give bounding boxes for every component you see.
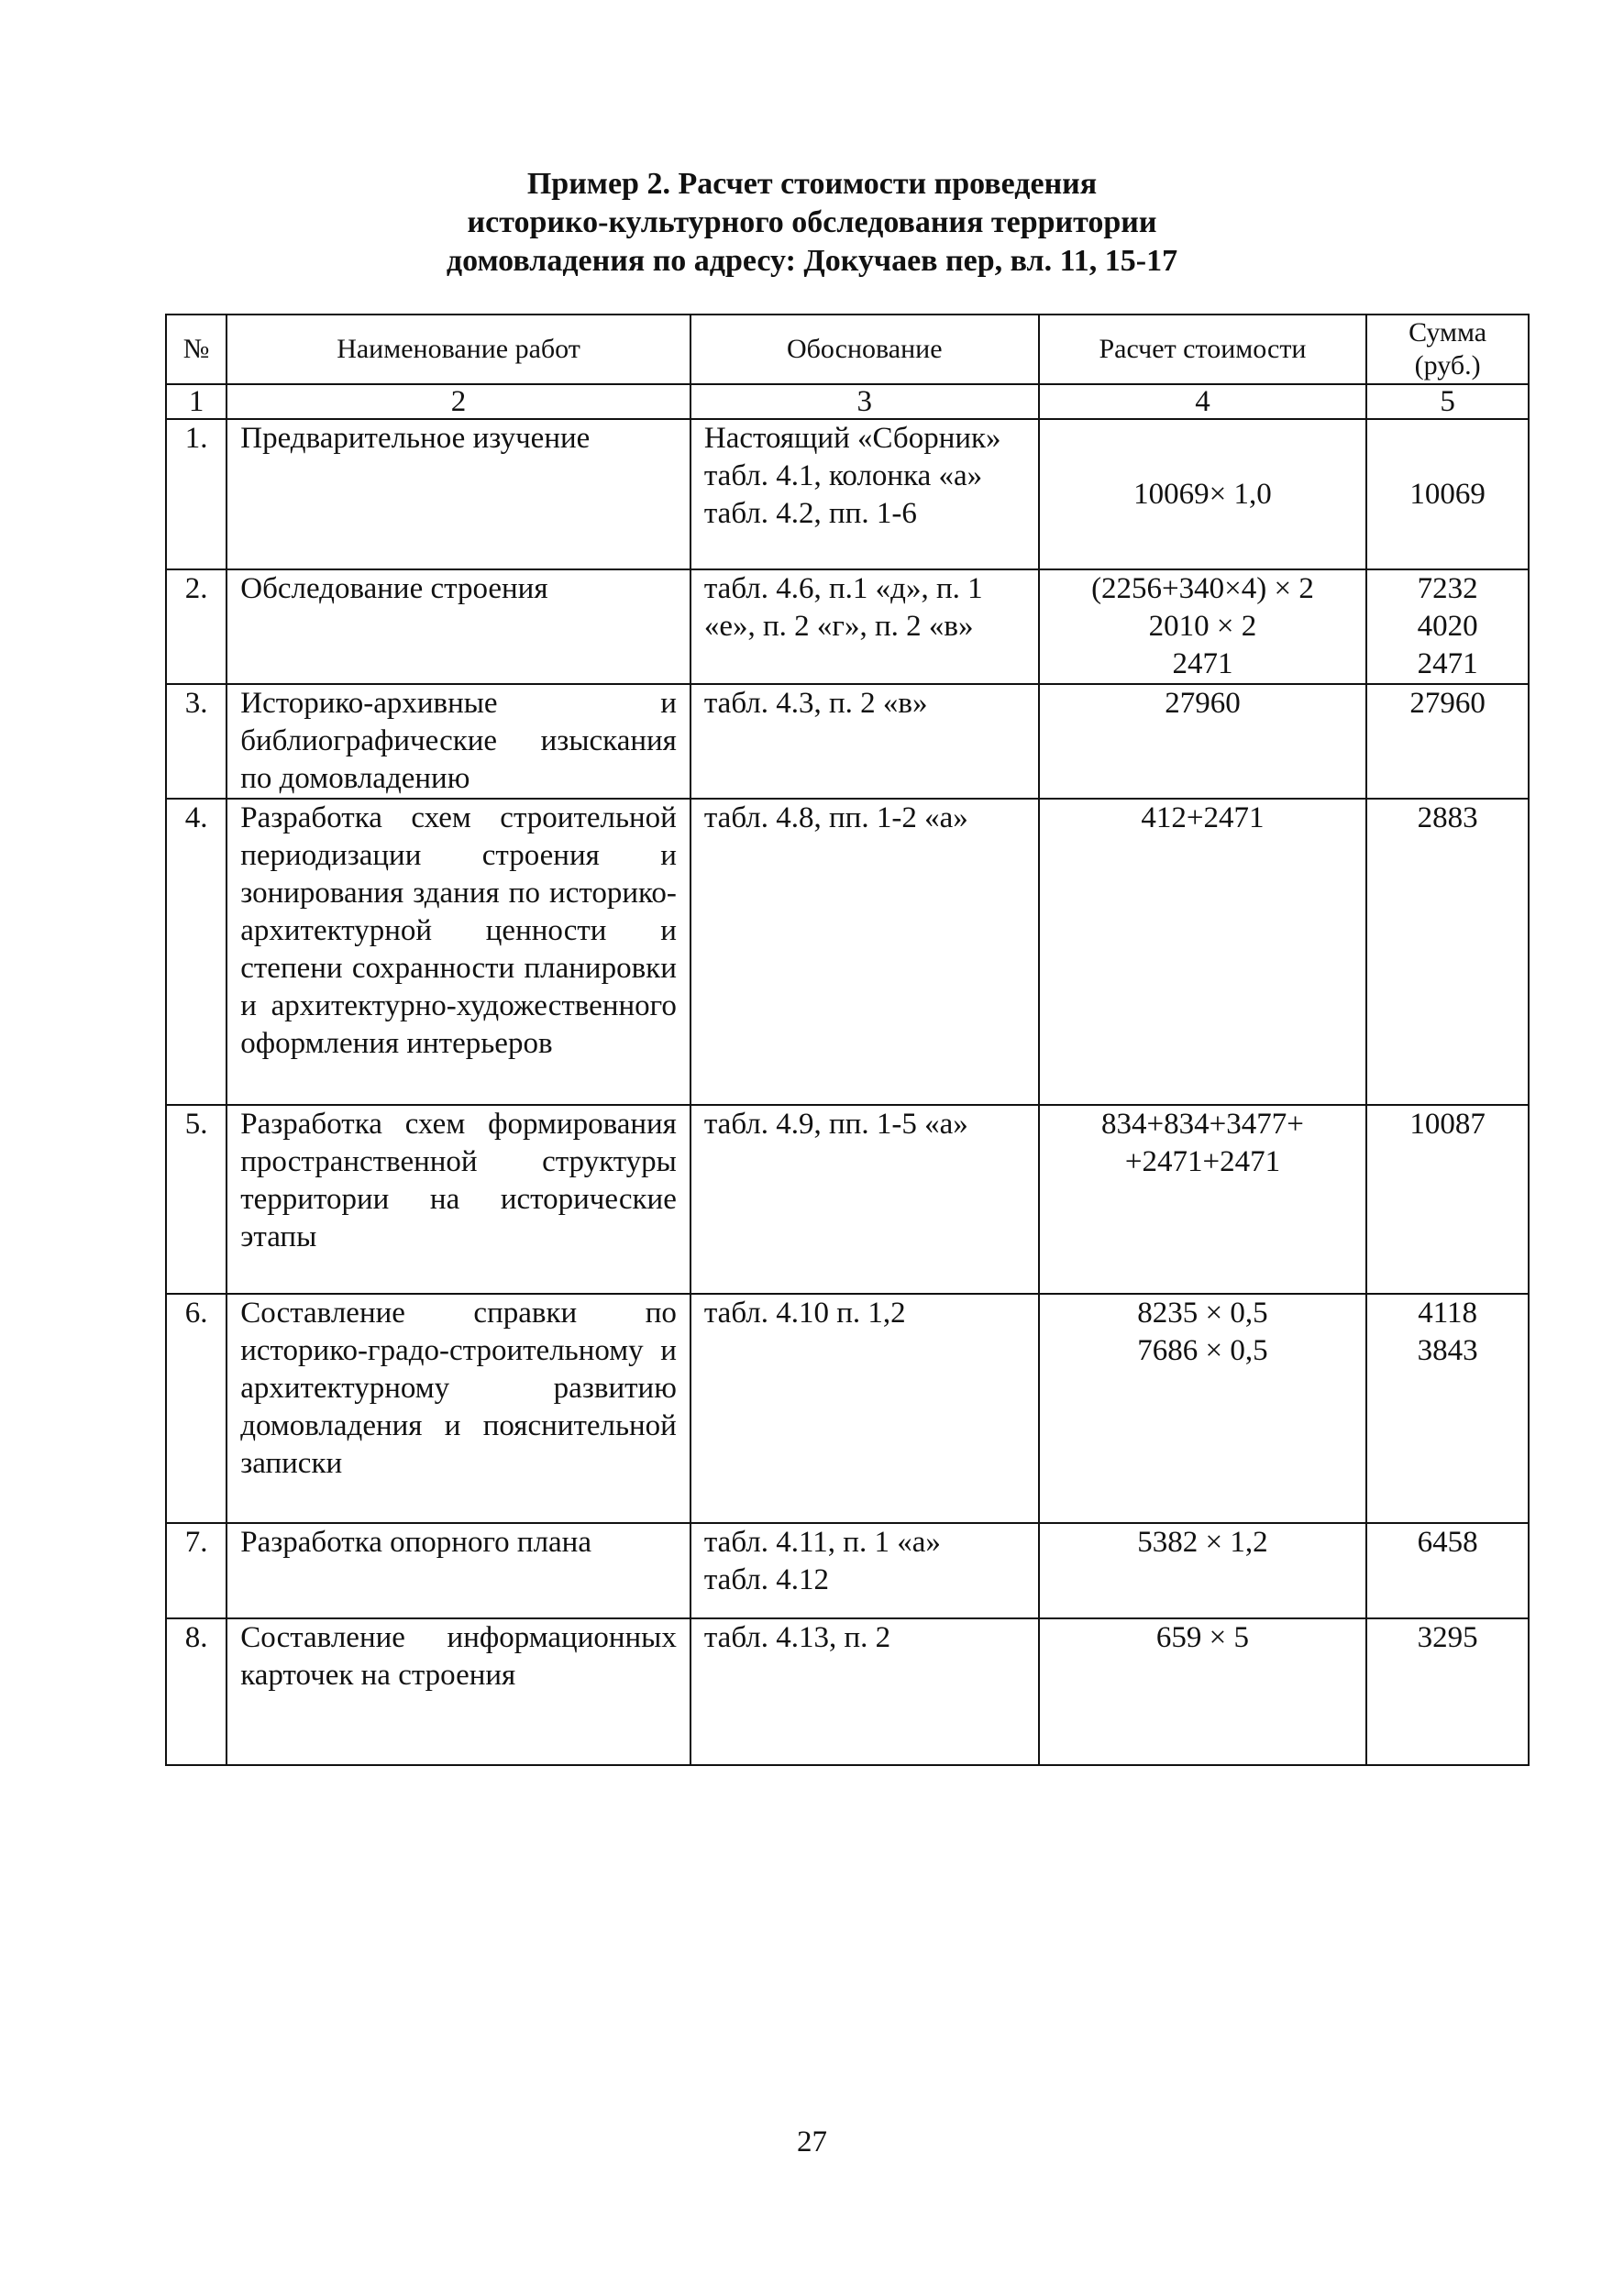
table-row xyxy=(166,569,1529,684)
sum-cell xyxy=(1366,1523,1529,1618)
table-row xyxy=(166,1618,1529,1765)
basis-line: табл. 4.6, п.1 «д», п. 1 «е», п. 2 «г», п. 2 «в» xyxy=(703,572,983,643)
title-line-3: домовладения по адресу: Докучаев пер, вл. 11, 15-17 xyxy=(446,244,1178,278)
row-number: 8. xyxy=(166,1618,226,1765)
sum-line: 4118 xyxy=(1418,1297,1478,1330)
calc-line: 10069× 1,0 xyxy=(1133,477,1272,511)
basis-line: табл. 4.1, колонка «а» xyxy=(703,459,983,492)
header-work-name: Наименование работ xyxy=(226,315,690,384)
basis-line: табл. 4.3, п. 2 «в» xyxy=(703,687,928,720)
basis-cell xyxy=(690,1618,1039,1765)
calc-line: 834+834+3477+ xyxy=(1101,1108,1304,1141)
sum-line: 7232 xyxy=(1417,572,1478,605)
calc-line: 8235 × 0,5 xyxy=(1137,1297,1268,1330)
calc-cell xyxy=(1039,1105,1367,1294)
calc-cell xyxy=(1039,569,1367,684)
table-row xyxy=(166,1105,1529,1294)
basis-cell xyxy=(690,569,1039,684)
sum-line: 10069 xyxy=(1409,477,1486,511)
sum-line: 3295 xyxy=(1417,1621,1478,1654)
table-row xyxy=(166,1294,1529,1523)
calc-line: 2010 × 2 xyxy=(1148,610,1257,643)
basis-line: табл. 4.13, п. 2 xyxy=(703,1621,891,1654)
document-title xyxy=(0,165,1624,281)
calc-line: 412+2471 xyxy=(1141,801,1265,834)
calc-line: 7686 × 0,5 xyxy=(1137,1334,1268,1367)
sum-cell xyxy=(1366,569,1529,684)
basis-cell xyxy=(690,1294,1039,1523)
column-index: 1 xyxy=(166,384,226,419)
row-number: 1. xyxy=(166,419,226,569)
sum-line: 2471 xyxy=(1417,647,1478,680)
basis-line: табл. 4.11, п. 1 «а» xyxy=(703,1526,941,1559)
basis-line: табл. 4.12 xyxy=(703,1563,830,1596)
basis-line: Настоящий «Сборник» xyxy=(703,422,1001,455)
sum-line: 3843 xyxy=(1417,1334,1478,1367)
calc-line: 659 × 5 xyxy=(1155,1621,1250,1654)
sum-line: 4020 xyxy=(1417,610,1478,643)
calc-line: +2471+2471 xyxy=(1124,1145,1281,1178)
page-number: 27 xyxy=(797,2125,827,2158)
calc-cell xyxy=(1039,684,1367,799)
sum-cell xyxy=(1366,1105,1529,1294)
calc-cell xyxy=(1039,1294,1367,1523)
sum-cell xyxy=(1366,684,1529,799)
title-line-1: Пример 2. Расчет стоимости проведения xyxy=(526,167,1098,201)
header-cost-calculation: Расчет стоимости xyxy=(1039,315,1367,384)
basis-line: табл. 4.10 п. 1,2 xyxy=(703,1297,906,1330)
calc-cell xyxy=(1039,1618,1367,1765)
header-number: № xyxy=(166,315,226,384)
work-name: Разработка схем формирования пространственной структуры территории на исторические этапы xyxy=(226,1105,690,1294)
basis-cell xyxy=(690,1523,1039,1618)
basis-line: табл. 4.8, пп. 1-2 «а» xyxy=(703,801,968,834)
header-sum: Сумма (руб.) xyxy=(1366,315,1529,384)
work-name: Обследование строения xyxy=(226,569,690,684)
calc-line: (2256+340×4) × 2 xyxy=(1091,572,1314,605)
table-row xyxy=(166,799,1529,1105)
row-number: 7. xyxy=(166,1523,226,1618)
basis-cell xyxy=(690,419,1039,569)
basis-cell xyxy=(690,684,1039,799)
table-row xyxy=(166,684,1529,799)
sum-cell xyxy=(1366,1294,1529,1523)
row-number: 3. xyxy=(166,684,226,799)
title-line-2: историко-культурного обследования территории xyxy=(467,205,1157,239)
row-number: 4. xyxy=(166,799,226,1105)
cost-calculation-table xyxy=(165,314,1530,1766)
work-name: Составление информационных карточек на строения xyxy=(226,1618,690,1765)
calc-cell xyxy=(1039,1523,1367,1618)
basis-line: табл. 4.9, пп. 1-5 «а» xyxy=(703,1108,968,1141)
work-name: Историко-архивные и библиографические изыскания по домовладению xyxy=(226,684,690,799)
work-name: Разработка опорного плана xyxy=(226,1523,690,1618)
row-number: 2. xyxy=(166,569,226,684)
table-row xyxy=(166,1523,1529,1618)
basis-line: табл. 4.2, пп. 1-6 xyxy=(703,497,917,530)
table-header-row xyxy=(166,315,1529,384)
column-index: 3 xyxy=(690,384,1039,419)
calc-line: 5382 × 1,2 xyxy=(1137,1526,1268,1559)
sum-line: 6458 xyxy=(1417,1526,1478,1559)
sum-line: 2883 xyxy=(1417,801,1478,834)
calc-line: 27960 xyxy=(1165,687,1241,720)
work-name: Разработка схем строительной периодизации строения и зонирования здания по историко-архитектурной ценности и степени сохранности планировки и архитектурно-художественного оформления интерьеров xyxy=(226,799,690,1105)
calc-cell xyxy=(1039,419,1367,569)
sum-cell xyxy=(1366,799,1529,1105)
row-number: 5. xyxy=(166,1105,226,1294)
work-name: Предварительное изучение xyxy=(226,419,690,569)
header-basis: Обоснование xyxy=(690,315,1039,384)
column-index-row xyxy=(166,384,1529,419)
calc-cell xyxy=(1039,799,1367,1105)
table-row xyxy=(166,419,1529,569)
row-number: 6. xyxy=(166,1294,226,1523)
work-name: Составление справки по историко-градо-строительному и архитектурному развитию домовладения и пояснительной записки xyxy=(226,1294,690,1523)
column-index: 5 xyxy=(1366,384,1529,419)
column-index: 2 xyxy=(226,384,690,419)
calc-line: 2471 xyxy=(1172,647,1233,680)
basis-cell xyxy=(690,1105,1039,1294)
sum-cell xyxy=(1366,419,1529,569)
sum-line: 27960 xyxy=(1409,687,1486,720)
column-index: 4 xyxy=(1039,384,1367,419)
sum-line: 10087 xyxy=(1409,1108,1486,1141)
sum-cell xyxy=(1366,1618,1529,1765)
basis-cell xyxy=(690,799,1039,1105)
